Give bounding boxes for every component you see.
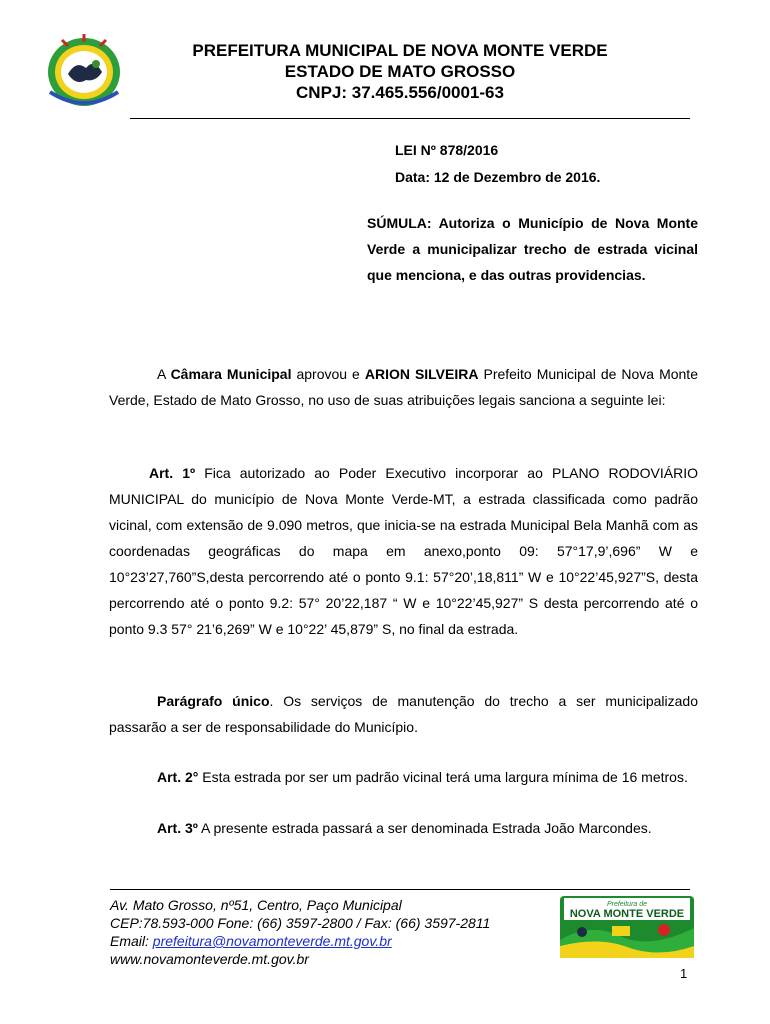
svg-text:Prefeitura de: Prefeitura de	[606, 901, 648, 908]
article-2	[109, 764, 698, 790]
law-summary: SÚMULA: Autoriza o Município de Nova Monte Verde a municipalizar trecho de estrada vicinal que menciona, e das outras providencias.	[367, 215, 698, 283]
header-state: ESTADO DE MATO GROSSO	[284, 62, 516, 81]
article-1-label: Art. 1º	[149, 465, 196, 481]
intro-paragraph: A Câmara Municipal aprovou e ARION SILVEIRA Prefeito Municipal de Nova Monte Verde, Estado de Mato Grosso, no uso de suas atribuições legais sanciona a seguinte lei:	[109, 366, 698, 408]
email-link[interactable]: prefeitura@novamonteverde.mt.gov.br	[152, 933, 392, 949]
footer-website: www.novamonteverde.mt.gov.br	[110, 951, 309, 967]
page-number: 1	[680, 966, 688, 981]
svg-text:NOVA MONTE VERDE: NOVA MONTE VERDE	[569, 908, 685, 920]
article-2-label: Art. 2°	[157, 769, 199, 785]
footer-email-line: Email: prefeitura@novamonteverde.mt.gov.br	[110, 933, 392, 949]
law-info	[395, 137, 600, 191]
article-2-text: Esta estrada por ser um padrão vicinal terá uma largura mínima de 16 metros.	[198, 769, 688, 785]
header-divider	[130, 118, 690, 119]
article-1	[109, 460, 698, 642]
sole-paragraph-label: Parágrafo único	[157, 693, 270, 709]
article-3-text: A presente estrada passará a ser denominada Estrada João Marcondes.	[197, 820, 652, 836]
footer-divider	[110, 889, 690, 890]
footer-phones: CEP:78.593-000 Fone: (66) 3597-2800 / Fax: (66) 3597-2811	[110, 915, 491, 931]
header-municipality: PREFEITURA MUNICIPAL DE NOVA MONTE VERDE	[192, 41, 608, 60]
chamber-name: Câmara Municipal	[170, 366, 292, 382]
sole-paragraph-text: . Os serviços de manutenção do trecho a ser municipalizado passarão a ser de responsabilidade do Município.	[109, 693, 698, 735]
footer-contact	[110, 896, 490, 968]
article-3	[109, 815, 698, 841]
footer-address: Av. Mato Grosso, nº51, Centro, Paço Municipal	[110, 897, 402, 913]
law-date: Data: 12 de Dezembro de 2016.	[395, 169, 601, 185]
mayor-name: ARION SILVEIRA	[364, 366, 479, 382]
law-number: LEI Nº 878/2016	[395, 142, 499, 158]
article-1-text: Fica autorizado ao Poder Executivo incorporar ao PLANO RODOVIÁRIO MUNICIPAL do município de Nova Monte Verde-MT, a estrada classificada como padrão vicinal, com extensão de 9.090 metros, que inicia-se na estrada Municipal Bela Manhã com as coordenadas geográficas do mapa em anexo,ponto 09: 57°17,9’,696” W e 10°23’27,760”S,desta percorrendo até o ponto 9.1: 57°20’,18,811” W e 10°22’45,927”S, desta percorrendo até o ponto 9.2: 57° 20’22,187 “ W e 10°22’45,927” S desta percorrendo até o ponto 9.3 57° 21’6,269” W e 10°22’ 45,879” S, no final da estrada.	[109, 465, 699, 637]
article-3-label: Art. 3º	[157, 820, 198, 836]
document-header	[110, 40, 690, 103]
header-cnpj: CNPJ: 37.465.556/0001-63	[296, 83, 504, 102]
nova-monte-verde-logo	[560, 896, 694, 958]
sole-paragraph	[109, 688, 698, 740]
